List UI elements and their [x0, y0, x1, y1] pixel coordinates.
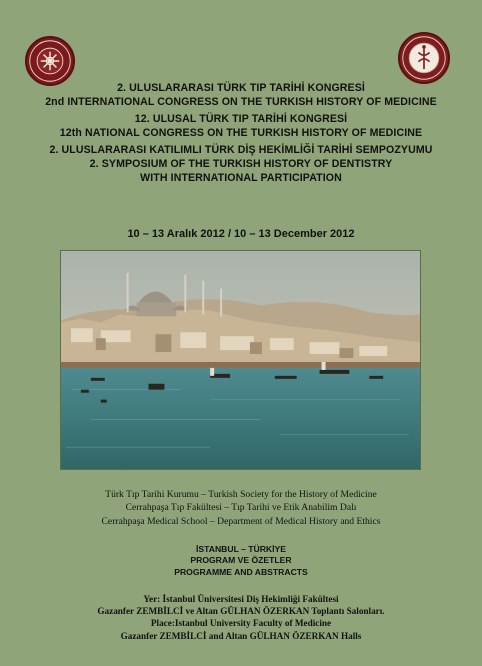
program-heading — [0, 544, 482, 578]
title-line-2: 2nd INTERNATIONAL CONGRESS ON THE TURKISH HISTORY OF MEDICINE — [45, 95, 437, 108]
venue-line-1: Yer: İstanbul Üniversitesi Diş Hekimliği Fakültesi — [143, 594, 339, 604]
organizers — [0, 488, 482, 528]
organizer-line-3: Cerrahpaşa Medical School – Department of Medical History and Ethics — [101, 515, 381, 527]
program-title-tr: PROGRAM VE ÖZETLER — [190, 555, 292, 566]
title-line-5: 2. ULUSLARARASI KATILIMLI TÜRK DİŞ HEKİMLİĞİ TARİHİ SEMPOZYUMU — [49, 144, 433, 157]
istanbul-painting-image — [60, 250, 421, 470]
title-line-7: WITH INTERNATIONAL PARTICIPATION — [140, 171, 342, 184]
title-line-1: 2. ULUSLARARASI TÜRK TIP TARİHİ KONGRESİ — [117, 82, 365, 94]
organizer-line-2: Cerrahpaşa Tıp Fakültesi – Tıp Tarihi ve Etik Anabilim Dalı — [125, 502, 357, 514]
title-line-4: 12th NATIONAL CONGRESS ON THE TURKISH HISTORY OF MEDICINE — [59, 126, 423, 139]
venue-line-4: Gazanfer ZEMBİLCİ and Altan GÜLHAN ÖZERKAN Halls — [120, 630, 362, 641]
venue-line-3: Place:Istanbul University Faculty of Medicine — [150, 618, 332, 629]
title-line-3: 12. ULUSAL TÜRK TIP TARİHİ KONGRESİ — [134, 113, 348, 126]
city-country: İSTANBUL – TÜRKİYE — [196, 544, 286, 554]
congress-dates: 10 – 13 Aralık 2012 / 10 – 13 December 2012 — [127, 228, 355, 240]
venue-info — [0, 593, 482, 642]
program-title-en: PROGRAMME AND ABSTRACTS — [174, 566, 308, 577]
congress-titles — [0, 82, 482, 185]
society-seal-icon — [398, 32, 450, 84]
organizer-line-1: Türk Tıp Tarihi Kurumu – Turkish Society for the History of Medicine — [105, 489, 377, 500]
university-seal-icon — [25, 36, 75, 86]
title-line-6: 2. SYMPOSIUM OF THE TURKISH HISTORY OF DENTISTRY — [89, 157, 393, 170]
venue-line-2: Gazanfer ZEMBİLCİ ve Altan GÜLHAN ÖZERKAN Toplantı Salonları. — [97, 606, 385, 617]
